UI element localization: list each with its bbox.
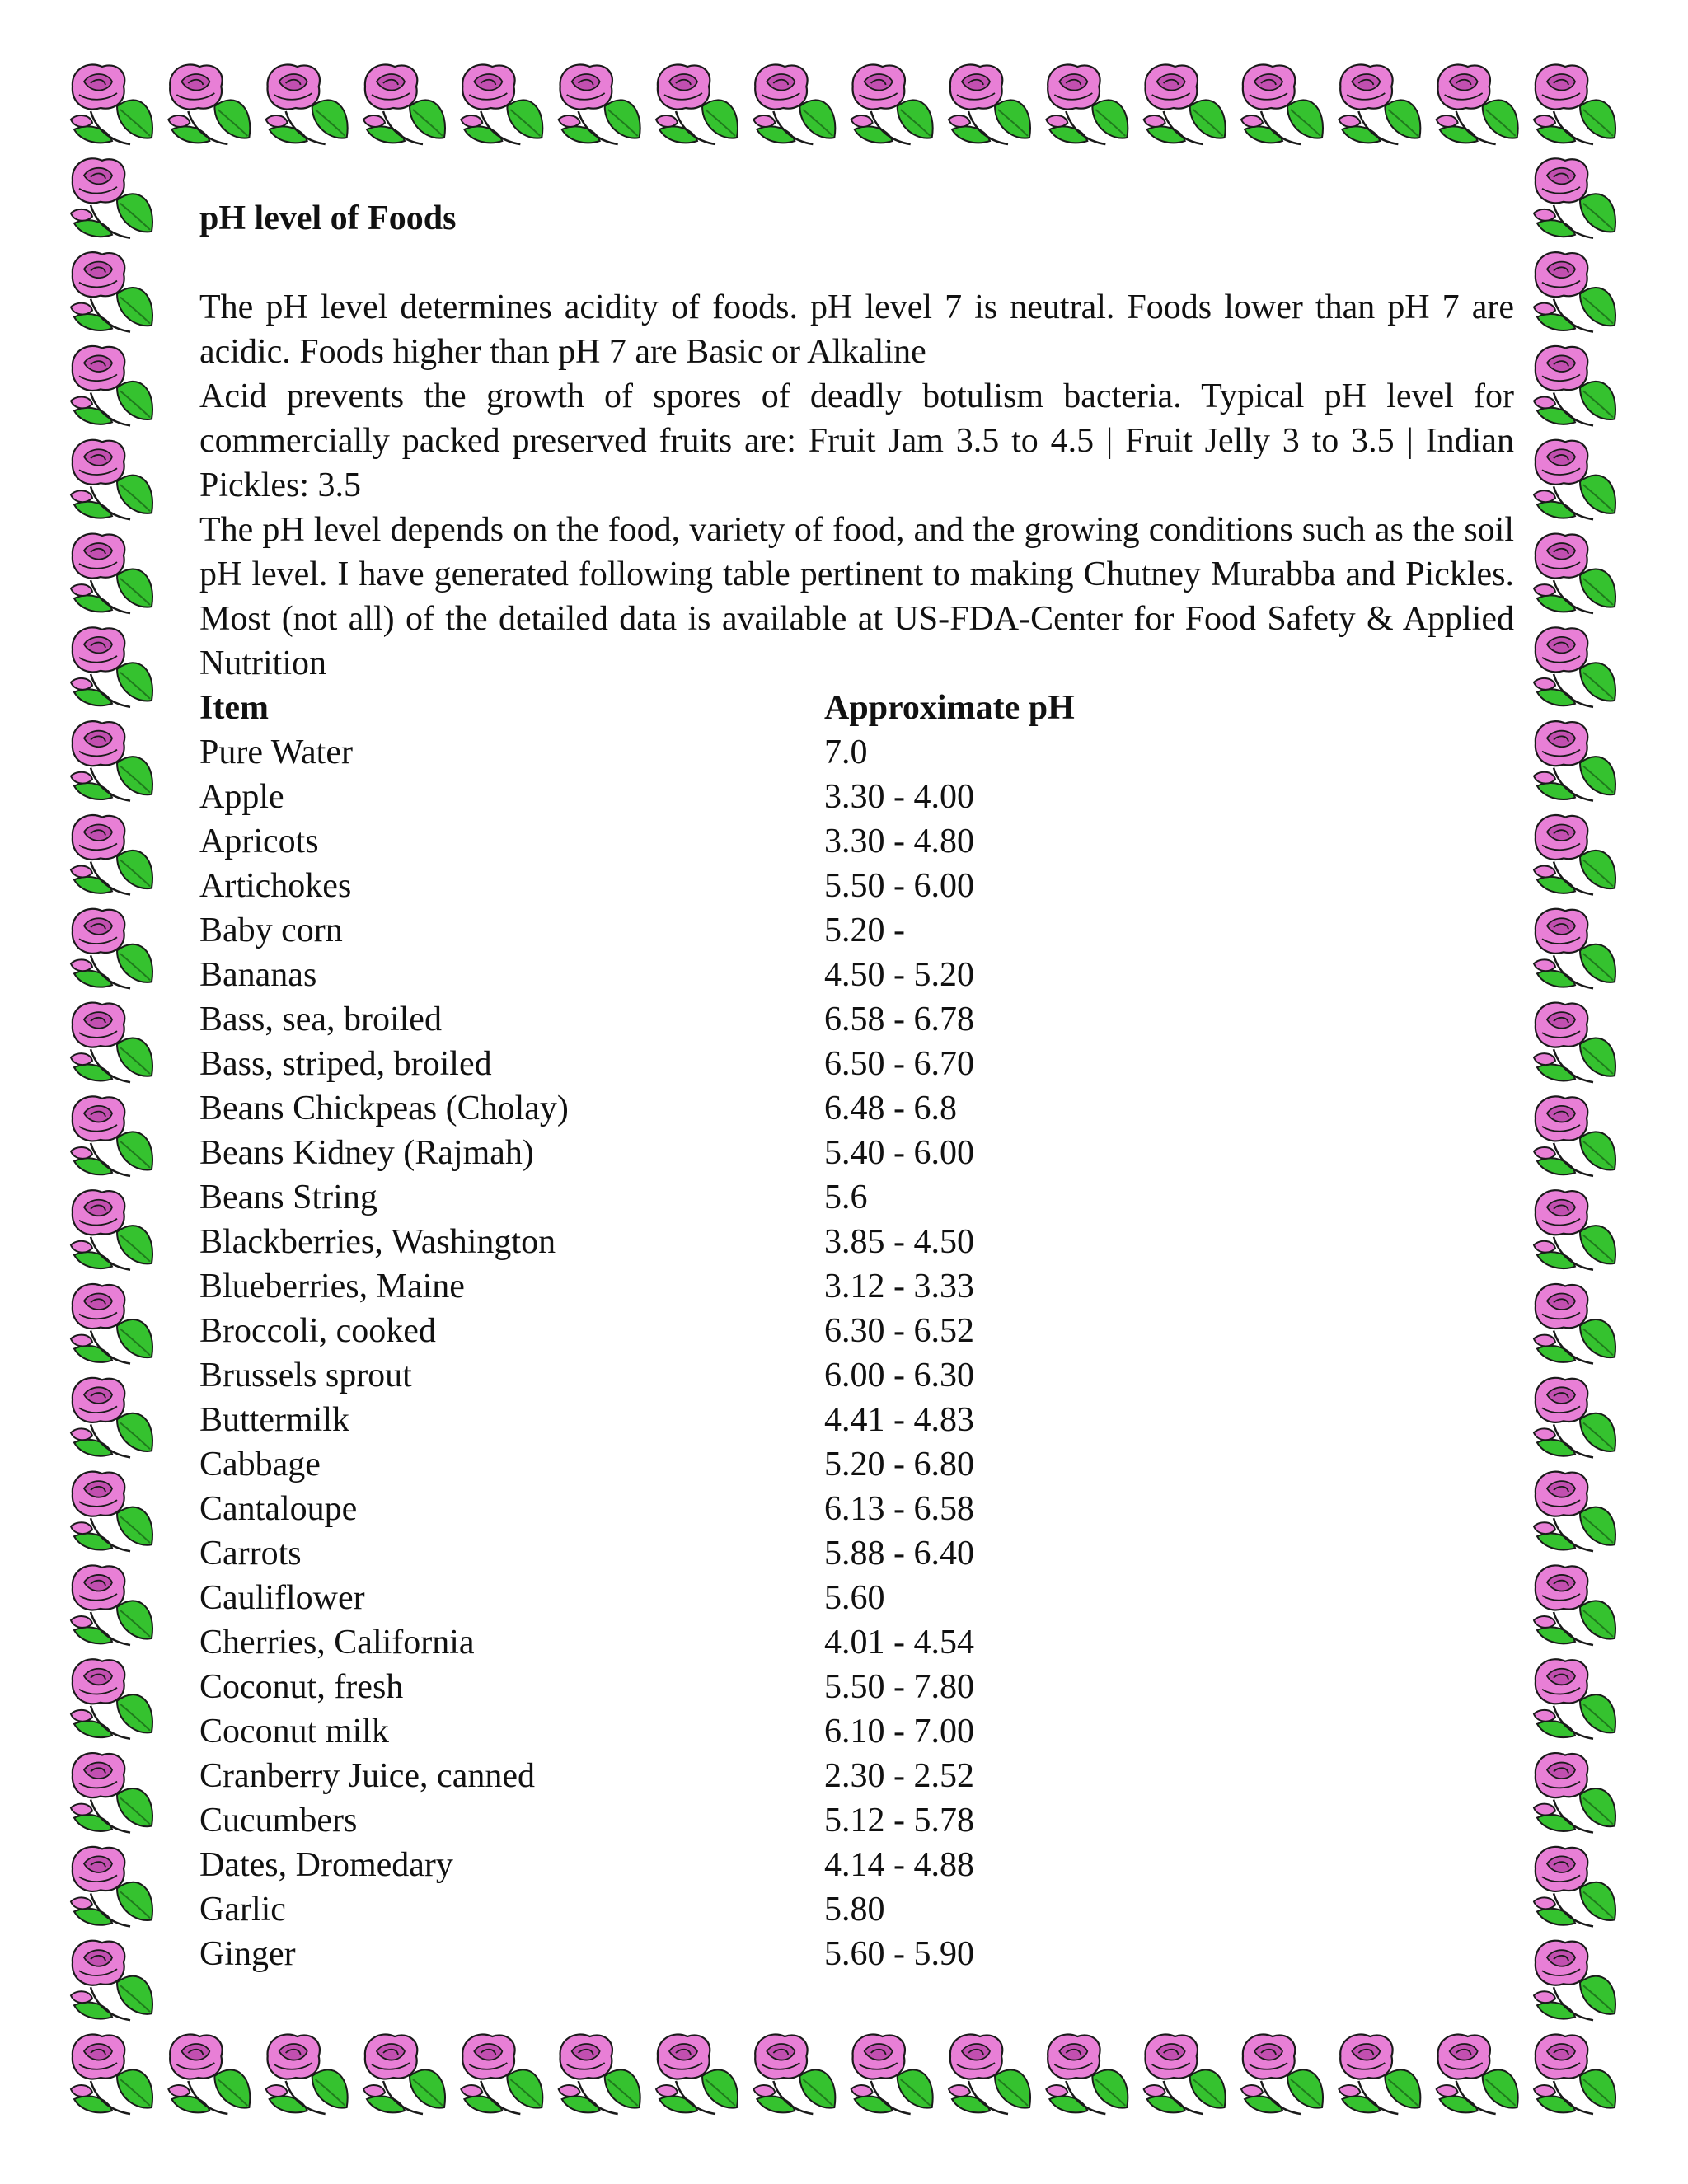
food-item-cell: Cherries, California xyxy=(199,1624,475,1661)
source-paragraph: The pH level depends on the food, variety of food, and the growing conditions such as the soil pH level. I have generated following table pertinent to making Chutney Murabba and Pickles. Most (not all) of the detailed data is available at US-FDA-Center for Food Safety & Applied Nutrition xyxy=(199,511,1514,682)
food-item-cell: Cabbage xyxy=(199,1446,321,1483)
rose-ornament xyxy=(71,1847,152,1927)
rose-ornament xyxy=(266,2034,348,2114)
rose-ornament xyxy=(1534,2034,1615,2114)
ph-value-cell: 6.00 - 6.30 xyxy=(824,1357,974,1394)
table-row xyxy=(199,1264,1514,1309)
rose-ornament xyxy=(461,2034,542,2114)
rose-ornament xyxy=(949,64,1030,144)
food-item-cell: Blackberries, Washington xyxy=(199,1223,556,1261)
rose-ornament xyxy=(1534,1096,1615,1176)
ph-value-cell: 6.58 - 6.78 xyxy=(824,1001,974,1038)
ph-value-cell: 3.30 - 4.00 xyxy=(824,778,974,816)
table-row xyxy=(199,1620,1514,1665)
food-item-cell: Broccoli, cooked xyxy=(199,1312,436,1350)
ph-value-cell: 4.50 - 5.20 xyxy=(824,956,974,994)
rose-ornament xyxy=(71,909,152,989)
ph-value-cell: 7.0 xyxy=(824,733,868,771)
ph-value-cell: 3.85 - 4.50 xyxy=(824,1223,974,1261)
table-body xyxy=(199,730,1514,1976)
rose-ornament xyxy=(559,64,640,144)
rose-ornament xyxy=(656,2034,738,2114)
table-row xyxy=(199,1175,1514,1220)
rose-ornament xyxy=(363,2034,445,2114)
table-row xyxy=(199,1398,1514,1442)
rose-ornament xyxy=(71,1753,152,1833)
rose-ornament xyxy=(1534,1190,1615,1270)
rose-ornament xyxy=(71,1472,152,1552)
rose-ornament xyxy=(1241,2034,1323,2114)
rose-ornament xyxy=(851,64,933,144)
rose-ornament xyxy=(168,64,250,144)
rose-ornament xyxy=(1534,1659,1615,1739)
acid-paragraph: Acid prevents the growth of spores of deadly botulism bacteria. Typical pH level for commercially packed preserved fruits are: Fruit Jam 3.5 to 4.5 | Fruit Jelly 3 to 3.5 | Indian Pickles: 3.5 xyxy=(199,377,1514,504)
rose-ornament xyxy=(1534,1941,1615,2021)
rose-ornament xyxy=(461,64,542,144)
rose-ornament xyxy=(1144,2034,1226,2114)
ph-value-cell: 5.88 - 6.40 xyxy=(824,1535,974,1572)
food-item-cell: Apricots xyxy=(199,823,319,860)
rose-ornament xyxy=(1534,346,1615,426)
ph-value-cell: 3.12 - 3.33 xyxy=(824,1268,974,1305)
table-row xyxy=(199,1531,1514,1576)
table-row xyxy=(199,1353,1514,1398)
table-row xyxy=(199,1798,1514,1843)
rose-ornament xyxy=(71,1190,152,1270)
table-row xyxy=(199,1665,1514,1709)
food-item-cell: Ginger xyxy=(199,1935,296,1973)
rose-ornament xyxy=(1534,440,1615,520)
table-row xyxy=(199,1932,1514,1976)
rose-ornament xyxy=(1534,721,1615,801)
food-item-cell: Bass, sea, broiled xyxy=(199,1001,442,1038)
rose-ornament xyxy=(1534,158,1615,238)
ph-value-cell: 6.50 - 6.70 xyxy=(824,1045,974,1083)
table-row xyxy=(199,1709,1514,1754)
food-item-cell: Cantaloupe xyxy=(199,1490,358,1528)
document-body xyxy=(199,196,1514,1976)
table-header xyxy=(199,686,1514,730)
rose-ornament xyxy=(71,721,152,801)
rose-ornament xyxy=(71,158,152,238)
food-item-cell: Garlic xyxy=(199,1891,286,1929)
header-ph: Approximate pH xyxy=(824,689,1075,727)
rose-ornament xyxy=(168,2034,250,2114)
rose-ornament xyxy=(1534,1472,1615,1552)
ph-value-cell: 4.41 - 4.83 xyxy=(824,1401,974,1439)
food-item-cell: Cucumbers xyxy=(199,1802,358,1840)
ph-value-cell: 5.80 xyxy=(824,1891,885,1929)
table-row xyxy=(199,1309,1514,1353)
rose-ornament xyxy=(71,1096,152,1176)
rose-ornament xyxy=(71,1378,152,1458)
table-row xyxy=(199,1042,1514,1086)
food-item-cell: Buttermilk xyxy=(199,1401,349,1439)
table-row xyxy=(199,1754,1514,1798)
rose-ornament xyxy=(1534,1003,1615,1083)
rose-ornament xyxy=(1534,1753,1615,1833)
rose-ornament xyxy=(71,1565,152,1645)
ph-value-cell: 5.50 - 6.00 xyxy=(824,867,974,905)
rose-ornament xyxy=(1534,534,1615,614)
ph-value-cell: 5.60 - 5.90 xyxy=(824,1935,974,1973)
table-row xyxy=(199,1086,1514,1131)
rose-ornament xyxy=(71,534,152,614)
table-row xyxy=(199,775,1514,819)
food-item-cell: Beans String xyxy=(199,1179,377,1216)
rose-ornament xyxy=(559,2034,640,2114)
rose-ornament xyxy=(656,64,738,144)
rose-ornament xyxy=(71,346,152,426)
rose-ornament xyxy=(1534,1847,1615,1927)
ph-value-cell: 6.10 - 7.00 xyxy=(824,1713,974,1750)
ph-value-cell: 5.6 xyxy=(824,1179,868,1216)
rose-ornament xyxy=(1534,1565,1615,1645)
ph-table xyxy=(199,686,1514,1976)
food-item-cell: Beans Chickpeas (Cholay) xyxy=(199,1090,569,1127)
food-item-cell: Apple xyxy=(199,778,284,816)
ph-value-cell: 6.13 - 6.58 xyxy=(824,1490,974,1528)
food-item-cell: Brussels sprout xyxy=(199,1357,412,1394)
food-item-cell: Beans Kidney (Rajmah) xyxy=(199,1134,534,1172)
table-row xyxy=(199,864,1514,908)
ph-value-cell: 4.01 - 4.54 xyxy=(824,1624,974,1661)
table-row xyxy=(199,1576,1514,1620)
table-row xyxy=(199,1442,1514,1487)
food-item-cell: Coconut milk xyxy=(199,1713,389,1750)
table-row xyxy=(199,1843,1514,1887)
page-title: pH level of Foods xyxy=(199,199,457,237)
rose-ornament xyxy=(1534,252,1615,332)
table-row xyxy=(199,730,1514,775)
table-row xyxy=(199,1487,1514,1531)
rose-ornament xyxy=(1534,1284,1615,1364)
food-item-cell: Bass, striped, broiled xyxy=(199,1045,492,1083)
rose-ornament xyxy=(1437,64,1518,144)
ph-value-cell: 5.20 - xyxy=(824,912,905,949)
rose-ornament xyxy=(71,64,152,144)
ph-value-cell: 5.40 - 6.00 xyxy=(824,1134,974,1172)
ph-value-cell: 2.30 - 2.52 xyxy=(824,1757,974,1795)
rose-ornament xyxy=(851,2034,933,2114)
ph-value-cell: 5.20 - 6.80 xyxy=(824,1446,974,1483)
rose-ornament xyxy=(1534,64,1615,144)
food-item-cell: Artichokes xyxy=(199,867,352,905)
rose-ornament xyxy=(949,2034,1030,2114)
rose-ornament xyxy=(1534,909,1615,989)
food-item-cell: Blueberries, Maine xyxy=(199,1268,465,1305)
food-item-cell: Dates, Dromedary xyxy=(199,1846,453,1884)
rose-ornament xyxy=(1046,2034,1128,2114)
table-row xyxy=(199,908,1514,953)
ph-value-cell: 5.60 xyxy=(824,1579,885,1617)
rose-ornament xyxy=(71,1284,152,1364)
ph-value-cell: 6.48 - 6.8 xyxy=(824,1090,957,1127)
rose-ornament xyxy=(1534,815,1615,895)
food-item-cell: Cauliflower xyxy=(199,1579,365,1617)
food-item-cell: Coconut, fresh xyxy=(199,1668,404,1706)
table-row xyxy=(199,953,1514,997)
rose-ornament xyxy=(1144,64,1226,144)
table-row xyxy=(199,819,1514,864)
table-row xyxy=(199,997,1514,1042)
food-item-cell: Cranberry Juice, canned xyxy=(199,1757,535,1795)
rose-ornament xyxy=(71,1941,152,2021)
rose-ornament xyxy=(753,64,835,144)
intro-paragraph: The pH level determines acidity of foods. pH level 7 is neutral. Foods lower than pH 7 are acidic. Foods higher than pH 7 are Basic or Alkaline xyxy=(199,288,1514,371)
food-item-cell: Pure Water xyxy=(199,733,353,771)
table-row xyxy=(199,1131,1514,1175)
rose-ornament xyxy=(71,627,152,707)
rose-ornament xyxy=(1339,2034,1420,2114)
rose-ornament xyxy=(71,252,152,332)
rose-ornament xyxy=(266,64,348,144)
ph-value-cell: 6.30 - 6.52 xyxy=(824,1312,974,1350)
ph-value-cell: 5.50 - 7.80 xyxy=(824,1668,974,1706)
rose-ornament xyxy=(1241,64,1323,144)
table-row xyxy=(199,1887,1514,1932)
rose-ornament xyxy=(363,64,445,144)
rose-ornament xyxy=(1046,64,1128,144)
rose-ornament xyxy=(1437,2034,1518,2114)
ph-value-cell: 5.12 - 5.78 xyxy=(824,1802,974,1840)
rose-ornament xyxy=(71,1003,152,1083)
header-item: Item xyxy=(199,689,269,727)
rose-ornament xyxy=(1339,64,1420,144)
rose-ornament xyxy=(1534,1378,1615,1458)
ph-value-cell: 4.14 - 4.88 xyxy=(824,1846,974,1884)
rose-ornament xyxy=(71,1659,152,1739)
food-item-cell: Carrots xyxy=(199,1535,302,1572)
rose-ornament xyxy=(71,2034,152,2114)
rose-ornament xyxy=(71,815,152,895)
ph-value-cell: 3.30 - 4.80 xyxy=(824,823,974,860)
food-item-cell: Baby corn xyxy=(199,912,343,949)
food-item-cell: Bananas xyxy=(199,956,317,994)
rose-ornament xyxy=(1534,627,1615,707)
rose-ornament xyxy=(753,2034,835,2114)
table-row xyxy=(199,1220,1514,1264)
rose-ornament xyxy=(71,440,152,520)
